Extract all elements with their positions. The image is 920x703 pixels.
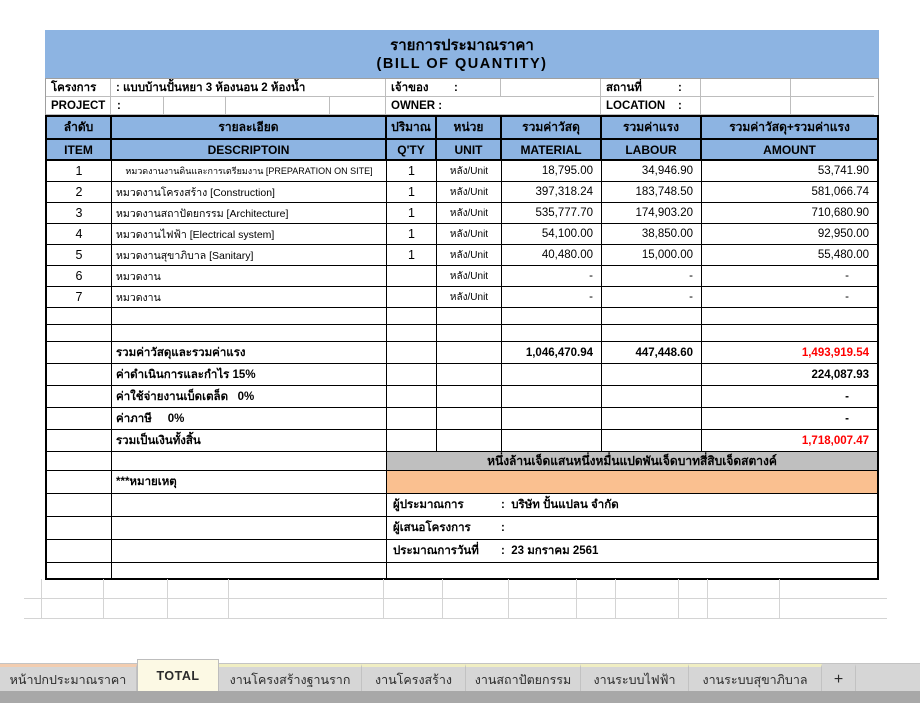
empty-cell[interactable]: [791, 79, 874, 97]
cell-empty[interactable]: [502, 430, 602, 452]
cell-item[interactable]: 7: [47, 287, 112, 308]
estimator-cell[interactable]: [387, 494, 877, 517]
cell-empty[interactable]: [112, 308, 387, 325]
proposer-row: [47, 517, 877, 540]
owner-value-cell[interactable]: [501, 79, 601, 97]
cell-amount[interactable]: 710,680.90: [702, 203, 877, 224]
location-value-cell-en[interactable]: [701, 97, 791, 115]
cell-empty[interactable]: [702, 325, 877, 342]
cell-qty[interactable]: [387, 266, 437, 287]
col-header-unit-th[interactable]: หน่วย: [437, 117, 502, 140]
sheet-tab-foundation[interactable]: งานโครงสร้างฐานราก: [219, 664, 362, 692]
grid-cell: [229, 599, 384, 618]
cell-empty[interactable]: [387, 308, 437, 325]
grid-cell: [229, 579, 384, 598]
summary-label[interactable]: ค่าดำเนินการและกำไร 15%: [112, 364, 387, 386]
cell-description[interactable]: หมวดงานงานดินและการเตรียมงาน [PREPARATION ON SITE]: [112, 161, 387, 182]
cell-empty[interactable]: [437, 408, 502, 430]
sheet-tab-total[interactable]: TOTAL: [137, 659, 219, 692]
cell-empty[interactable]: [602, 308, 702, 325]
doc-title-english: (BILL OF QUANTITY): [376, 55, 548, 72]
cell-empty[interactable]: [387, 563, 877, 578]
project-label-en[interactable]: PROJECT: [46, 97, 111, 115]
cell-empty[interactable]: [437, 308, 502, 325]
cell-description[interactable]: หมวดงานไฟฟ้า [Electrical system]: [112, 224, 387, 245]
cell-material[interactable]: -: [502, 266, 602, 287]
cell-qty[interactable]: 1: [387, 203, 437, 224]
blank-row: [47, 308, 877, 325]
estimate-date-label: ประมาณการวันที่: [393, 545, 479, 557]
cell-empty[interactable]: [387, 364, 437, 386]
col-header-qty-th[interactable]: ปริมาณ: [387, 117, 437, 140]
cell-qty[interactable]: 1: [387, 161, 437, 182]
cell-item[interactable]: 3: [47, 203, 112, 224]
amount-in-words-cell[interactable]: หนึ่งล้านเจ็ดแสนหนึ่งหมื่นแปดพันเจ็ดบาทสี่สิบเจ็ดสตางค์: [387, 452, 877, 471]
cell-empty[interactable]: [47, 563, 112, 578]
doc-title-thai: รายการประมาณราคา: [390, 36, 534, 54]
cell-amount[interactable]: -: [702, 287, 877, 308]
cell-unit[interactable]: หลัง/Unit: [437, 182, 502, 203]
blank-row: [47, 325, 877, 342]
cell-labour[interactable]: 34,946.90: [602, 161, 702, 182]
project-label-th[interactable]: โครงการ: [46, 79, 111, 97]
note-row: [47, 471, 877, 494]
cell-material[interactable]: 40,480.00: [502, 245, 602, 266]
location-value-cell[interactable]: [701, 79, 791, 97]
cell-material[interactable]: 535,777.70: [502, 203, 602, 224]
location-colon-cell[interactable]: :: [673, 79, 701, 97]
window-bottom-strip: [0, 691, 920, 703]
owner-value-cell-en[interactable]: [501, 97, 601, 115]
cell-material[interactable]: 18,795.00: [502, 161, 602, 182]
grid-cell: [24, 599, 42, 618]
grid-divider: [164, 97, 226, 114]
owner-colon-cell[interactable]: :: [436, 79, 501, 97]
col-header-labour-th[interactable]: รวมค่าแรง: [602, 117, 702, 140]
col-header-item-en[interactable]: ITEM: [47, 140, 112, 161]
estimator-row: [47, 494, 877, 517]
grid-cell: [384, 599, 443, 618]
col-header-unit-en[interactable]: UNIT: [437, 140, 502, 161]
summary-amount-total[interactable]: 1,493,919.54: [702, 342, 877, 364]
cell-empty[interactable]: [112, 325, 387, 342]
cell-item[interactable]: 2: [47, 182, 112, 203]
grid-row: [24, 599, 887, 619]
amount-in-words-row: [47, 452, 877, 471]
grand-total-amount[interactable]: 1,718,007.47: [702, 430, 877, 452]
cell-empty[interactable]: [437, 342, 502, 364]
cell-empty[interactable]: [387, 342, 437, 364]
cell-item[interactable]: 5: [47, 245, 112, 266]
grid-cell: [168, 579, 229, 598]
sheet-tab-sanitary[interactable]: งานระบบสุขาภิบาล: [689, 664, 822, 692]
cell-qty[interactable]: [387, 287, 437, 308]
bill-of-quantity-sheet: [45, 30, 879, 580]
grid-cell: [616, 579, 679, 598]
cell-description[interactable]: หมวดงาน: [112, 266, 387, 287]
summary-label[interactable]: รวมเป็นเงินทั้งสิ้น: [112, 430, 387, 452]
cell-material[interactable]: 54,100.00: [502, 224, 602, 245]
cell-labour[interactable]: 15,000.00: [602, 245, 702, 266]
cell-qty[interactable]: 1: [387, 245, 437, 266]
cell-item[interactable]: 6: [47, 266, 112, 287]
cell-empty[interactable]: [387, 430, 437, 452]
location-label-en[interactable]: LOCATION: [601, 97, 673, 115]
cell-empty[interactable]: [502, 386, 602, 408]
cell-material[interactable]: -: [502, 287, 602, 308]
note-label[interactable]: ***หมายเหตุ: [112, 471, 387, 494]
cell-empty[interactable]: [47, 308, 112, 325]
table-row: [47, 203, 877, 224]
cell-empty[interactable]: [112, 540, 387, 563]
summary-material-total[interactable]: 1,046,470.94: [502, 342, 602, 364]
summary-labour-total[interactable]: 447,448.60: [602, 342, 702, 364]
cell-amount[interactable]: 53,741.90: [702, 161, 877, 182]
info-row-english: [46, 97, 878, 115]
title-cell[interactable]: [45, 30, 879, 78]
table-row: [47, 266, 877, 287]
summary-label[interactable]: รวมค่าวัสดุและรวมค่าแรง: [112, 342, 387, 364]
cell-empty[interactable]: [702, 308, 877, 325]
sheet-tab-bar: [0, 663, 920, 692]
cell-amount[interactable]: 581,066.74: [702, 182, 877, 203]
grid-cell: [42, 599, 104, 618]
summary-row-tax: [47, 408, 877, 430]
cell-description[interactable]: หมวดงานสุขาภิบาล [Sanitary]: [112, 245, 387, 266]
cell-empty[interactable]: [112, 452, 387, 471]
cell-empty[interactable]: [437, 325, 502, 342]
location-label-th[interactable]: สถานที่: [601, 79, 673, 97]
cell-empty[interactable]: [47, 540, 112, 563]
sheet-tab-structure[interactable]: งานโครงสร้าง: [362, 664, 466, 692]
col-header-desc-th[interactable]: รายละเอียด: [112, 117, 387, 140]
estimator-value: : บริษัท ปั้นแปลน จำกัด: [501, 499, 619, 511]
cell-empty[interactable]: [112, 494, 387, 517]
cell-empty[interactable]: [47, 517, 112, 540]
empty-cell[interactable]: [791, 97, 874, 115]
cell-empty[interactable]: [502, 408, 602, 430]
grid-cell: [104, 599, 168, 618]
cell-empty[interactable]: [602, 430, 702, 452]
estimate-date-value: : 23 มกราคม 2561: [501, 545, 599, 557]
cell-labour[interactable]: -: [602, 287, 702, 308]
cell-empty[interactable]: [602, 364, 702, 386]
cell-empty[interactable]: [47, 471, 112, 494]
cell-description[interactable]: หมวดงานโครงสร้าง [Construction]: [112, 182, 387, 203]
grid-cell: [24, 579, 42, 598]
col-header-desc-en[interactable]: DESCRIPTOIN: [112, 140, 387, 161]
cell-labour[interactable]: 38,850.00: [602, 224, 702, 245]
project-info-block: [45, 78, 879, 115]
estimate-date-cell[interactable]: [387, 540, 877, 563]
cell-empty[interactable]: [437, 386, 502, 408]
grid-cell: [577, 599, 616, 618]
project-value-cell-en[interactable]: [111, 97, 386, 115]
summary-label[interactable]: ค่าภาษี 0%: [112, 408, 387, 430]
tab-bar-filler: [856, 664, 920, 692]
cell-qty[interactable]: 1: [387, 182, 437, 203]
cell-amount[interactable]: -: [702, 266, 877, 287]
grid-cell: [42, 579, 104, 598]
cell-empty[interactable]: [47, 408, 112, 430]
header-row-english: [47, 140, 877, 161]
summary-label[interactable]: ค่าใช้จ่ายงานเบ็ดเตล็ด 0%: [112, 386, 387, 408]
grid-divider: [226, 97, 331, 114]
blank-row: [47, 563, 877, 578]
project-colon-en: :: [111, 97, 164, 114]
cell-empty[interactable]: [602, 325, 702, 342]
grid-cell: [577, 579, 616, 598]
project-value-cell[interactable]: : แบบบ้านปั้นหยา 3 ห้องนอน 2 ห้องน้ำ: [111, 79, 386, 97]
cell-unit[interactable]: หลัง/Unit: [437, 266, 502, 287]
sheet-tab-architecture[interactable]: งานสถาปัตยกรรม: [466, 664, 581, 692]
table-row: [47, 182, 877, 203]
cell-unit[interactable]: หลัง/Unit: [437, 287, 502, 308]
cell-unit[interactable]: หลัง/Unit: [437, 161, 502, 182]
cell-empty[interactable]: [502, 325, 602, 342]
note-highlight-cell[interactable]: [387, 471, 877, 494]
col-header-material-th[interactable]: รวมค่าวัสดุ: [502, 117, 602, 140]
grid-divider: [330, 97, 385, 114]
col-header-qty-en[interactable]: Q'TY: [387, 140, 437, 161]
summary-row-subtotal: [47, 342, 877, 364]
grid-row: [24, 579, 887, 599]
cell-empty[interactable]: [47, 452, 112, 471]
col-header-material-en[interactable]: MATERIAL: [502, 140, 602, 161]
grid-cell: [384, 579, 443, 598]
add-sheet-button[interactable]: +: [822, 664, 856, 692]
cell-item[interactable]: 1: [47, 161, 112, 182]
empty-sheet-grid[interactable]: [24, 579, 887, 619]
grid-cell: [708, 579, 780, 598]
cell-unit[interactable]: หลัง/Unit: [437, 224, 502, 245]
grid-cell: [708, 599, 780, 618]
info-row-thai: [46, 79, 878, 97]
table-row: [47, 161, 877, 182]
summary-row-overhead: [47, 364, 877, 386]
cell-empty[interactable]: [387, 386, 437, 408]
grid-cell: [616, 599, 679, 618]
summary-row-misc: [47, 386, 877, 408]
header-row-thai: [47, 117, 877, 140]
cell-empty[interactable]: [502, 364, 602, 386]
owner-label-th[interactable]: เจ้าของ: [386, 79, 436, 97]
summary-amount[interactable]: -: [702, 408, 877, 430]
cell-empty[interactable]: [112, 563, 387, 578]
cell-unit[interactable]: หลัง/Unit: [437, 203, 502, 224]
cell-empty[interactable]: [47, 494, 112, 517]
cell-amount[interactable]: 55,480.00: [702, 245, 877, 266]
grid-cell: [679, 599, 708, 618]
cell-empty[interactable]: [47, 325, 112, 342]
cell-description[interactable]: หมวดงาน: [112, 287, 387, 308]
boq-table: [45, 115, 879, 580]
cell-empty[interactable]: [387, 408, 437, 430]
summary-row-grand-total: [47, 430, 877, 452]
table-row: [47, 287, 877, 308]
grid-cell: [679, 579, 708, 598]
cell-empty[interactable]: [112, 517, 387, 540]
cell-labour[interactable]: 183,748.50: [602, 182, 702, 203]
cell-empty[interactable]: [47, 430, 112, 452]
grid-cell: [443, 599, 509, 618]
cell-empty[interactable]: [47, 386, 112, 408]
cell-amount[interactable]: 92,950.00: [702, 224, 877, 245]
cell-empty[interactable]: [387, 325, 437, 342]
owner-label-en[interactable]: OWNER :: [386, 97, 501, 115]
proposer-label: ผู้เสนอโครงการ: [393, 522, 471, 534]
grid-cell: [443, 579, 509, 598]
cell-description[interactable]: หมวดงานสถาปัตยกรรม [Architecture]: [112, 203, 387, 224]
grid-cell: [168, 599, 229, 618]
cell-labour[interactable]: -: [602, 266, 702, 287]
cell-empty[interactable]: [437, 430, 502, 452]
sheet-tab-electrical[interactable]: งานระบบไฟฟ้า: [581, 664, 689, 692]
grid-cell: [104, 579, 168, 598]
estimate-date-row: [47, 540, 877, 563]
location-colon-en[interactable]: :: [673, 97, 701, 115]
cell-item[interactable]: 4: [47, 224, 112, 245]
grid-cell: [509, 579, 577, 598]
cell-empty[interactable]: [437, 364, 502, 386]
grid-cell: [509, 599, 577, 618]
cell-material[interactable]: 397,318.24: [502, 182, 602, 203]
grid-cell: [780, 599, 887, 618]
proposer-cell[interactable]: [387, 517, 877, 540]
cell-labour[interactable]: 174,903.20: [602, 203, 702, 224]
col-header-labour-en[interactable]: LABOUR: [602, 140, 702, 161]
col-header-amount-th[interactable]: รวมค่าวัสดุ+รวมค่าแรง: [702, 117, 877, 140]
estimator-label: ผู้ประมาณการ: [393, 499, 464, 511]
cell-qty[interactable]: 1: [387, 224, 437, 245]
summary-amount[interactable]: -: [702, 386, 877, 408]
cell-unit[interactable]: หลัง/Unit: [437, 245, 502, 266]
proposer-value: :: [501, 522, 505, 534]
cell-empty[interactable]: [602, 408, 702, 430]
table-row: [47, 224, 877, 245]
cell-empty[interactable]: [47, 342, 112, 364]
summary-amount[interactable]: 224,087.93: [702, 364, 877, 386]
sheet-tab-cover[interactable]: หน้าปกประมาณราคา: [0, 664, 137, 692]
col-header-amount-en[interactable]: AMOUNT: [702, 140, 877, 161]
col-header-item-th[interactable]: ลำดับ: [47, 117, 112, 140]
cell-empty[interactable]: [502, 308, 602, 325]
grid-cell: [780, 579, 887, 598]
table-row: [47, 245, 877, 266]
cell-empty[interactable]: [602, 386, 702, 408]
cell-empty[interactable]: [47, 364, 112, 386]
